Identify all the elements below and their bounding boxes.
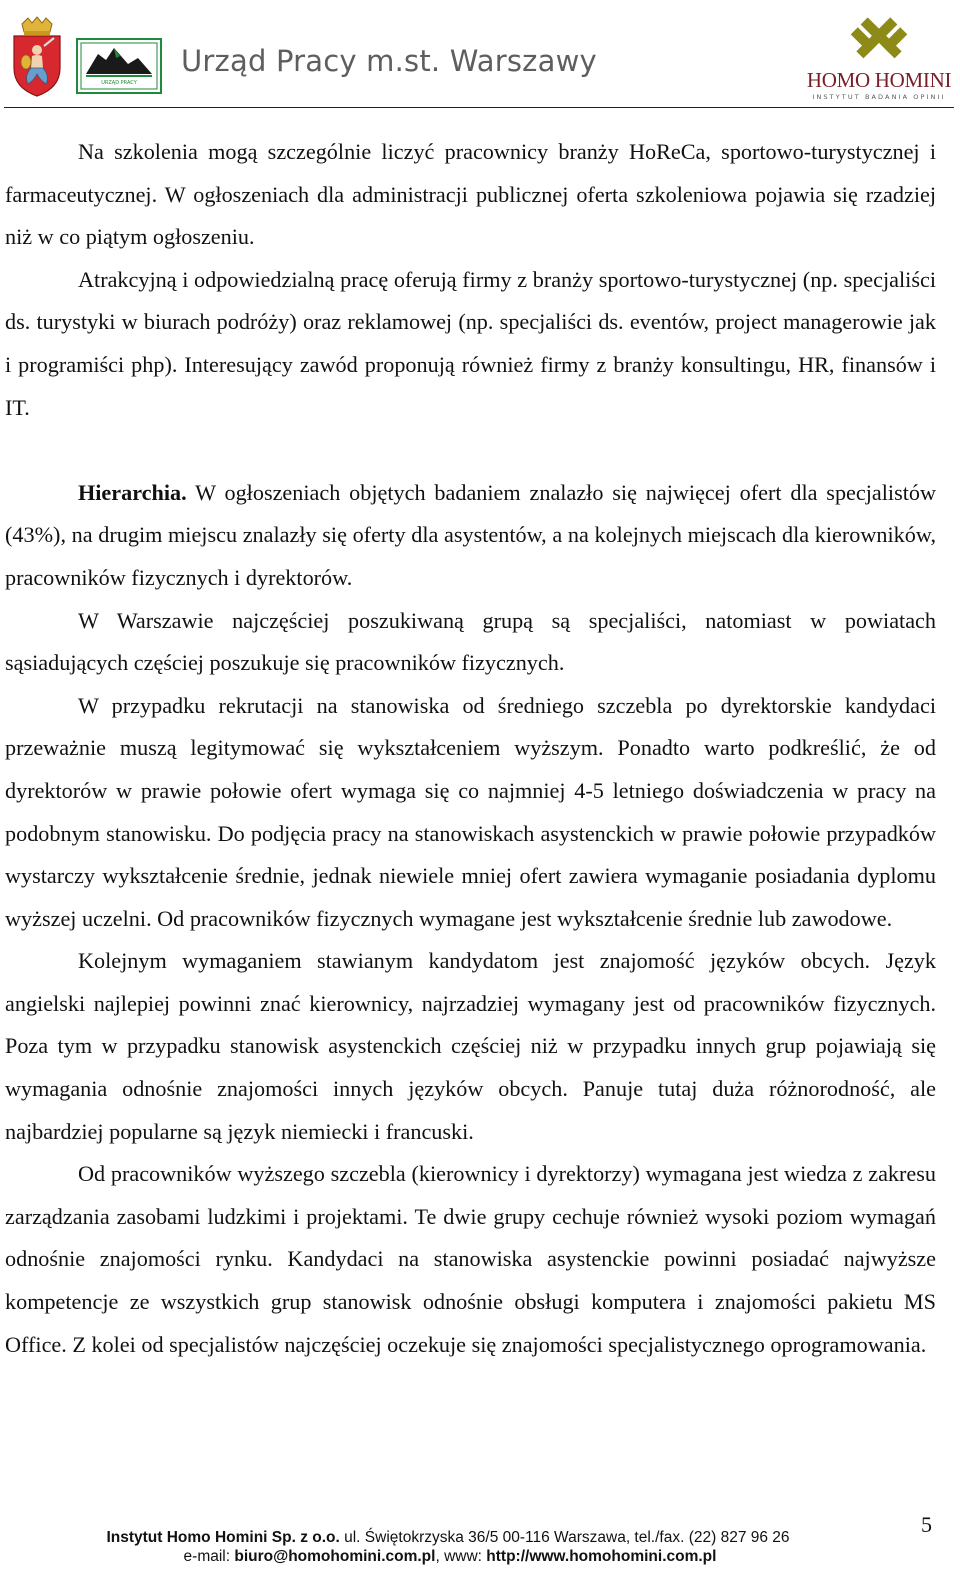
urzad-pracy-logo-text: URZĄD PRACY <box>101 80 137 86</box>
page-footer <box>0 1528 900 1566</box>
page-number: 5 <box>921 1512 932 1537</box>
paragraph-attractive-work: Atrakcyjną i odpowiedzialną pracę oferują firmy z branży sportowo-turystycznej (np. specjaliści ds. turystyki w biurach podróży) oraz reklamowej (np. specjaliści ds. eventów, project managerowie jak i programiści php). Interesujący zawód proponują również firmy z branży konsultingu, HR, finansów i IT. <box>5 266 936 420</box>
hierarchy-heading: Hierarchia. <box>78 479 187 505</box>
footer-www-link[interactable]: http://www.homohomini.com.pl <box>486 1548 717 1565</box>
footer-email-label: e-mail: <box>183 1548 235 1565</box>
footer-www-label: , www: <box>435 1548 487 1565</box>
header-title: Urząd Pracy m.st. Warszawy <box>181 44 597 78</box>
paragraph-languages: Kolejnym wymaganiem stawianym kandydatom jest znajomość języków obcych. Język angielski najlepiej powinni znać kierownicy, najrzadziej wymagany jest od pracowników fizycznych. Poza tym w przypadku stanowisk asystenckich częściej niż w przypadku innych grup pojawiają się wymagania odnośnie znajomości innych języków obcych. Panuje tutaj duża różnorodność, ale najbardziej popularne są język niemiecki i francuski. <box>5 948 936 1144</box>
footer-address-line <box>0 1528 900 1547</box>
paragraph-hierarchy <box>5 472 936 600</box>
header-divider <box>4 107 954 108</box>
hierarchy-text: W ogłoszeniach objętych badaniem znalazło się najwięcej ofert dla specjalistów (43%), na drugim miejscu znalazły się oferty dla asystentów, a na kolejnych miejscach dla kierowników, pracowników fizycznych i dyrektorów. <box>5 479 936 590</box>
footer-company: Instytut Homo Homini Sp. z o.o. <box>106 1529 340 1546</box>
homo-homini-name: HOMO HOMINI <box>806 68 952 92</box>
paragraph-competencies: Od pracowników wyższego szczebla (kierownicy i dyrektorzy) wymagana jest wiedza z zakresu zarządzania zasobami ludzkimi i projektami. Te dwie grupy cechuje również wysoki poziom wymagań odnośnie znajomości rynku. Kandydaci na stanowiska asystenckie powinni posiadać najwyższe kompetencje ze wszystkich grup stanowisk odnośnie obsługi komputera i znajomości pakietu MS Office. Z kolei od specjalistów najczęściej oczekuje się znajomości specjalistycznego oprogramowania. <box>5 1161 936 1357</box>
page-header <box>0 0 960 110</box>
paragraph-education: W przypadku rekrutacji na stanowiska od średniego szczebla po dyrektorskie kandydaci przeważnie muszą legitymować się wykształceniem wyższym. Ponadto warto podkreślić, że od dyrektorów w prawie połowie ofert wymaga się co najmniej 4-5 letniego doświadczenia w pracy na podobnym stanowisku. Do podjęcia pracy na stanowiskach asystenckich w prawie połowie przypadków wystarczy wykształcenie średnie, jednak niewiele mniej ofert zawiera wymaganie posiadania dyplomu wyższej uczelni. Od pracowników fizycznych wymagane jest wykształcenie średnie lub zawodowe. <box>5 692 936 931</box>
homo-homini-subtitle: INSTYTUT BADANIA OPINII <box>812 93 946 101</box>
footer-email-link[interactable]: biuro@homohomini.com.pl <box>234 1548 436 1565</box>
paragraph-training: Na szkolenia mogą szczególnie liczyć pracownicy branży HoReCa, sportowo-turystycznej i farmaceutycznej. W ogłoszeniach dla administracji publicznej oferta szkoleniowa pojawia się rzadziej niż w co piątym ogłoszeniu. <box>5 139 936 250</box>
paragraph-warsaw: W Warszawie najczęściej poszukiwaną grupą są specjaliści, natomiast w powiatach sąsiadujących częściej poszukuje się pracowników fizycznych. <box>5 607 936 676</box>
document-body <box>5 131 936 1366</box>
footer-address: ul. Świętokrzyska 36/5 00-116 Warszawa, tel./fax. (22) 827 96 26 <box>339 1529 790 1546</box>
footer-contact-line <box>0 1547 900 1566</box>
warsaw-crest-icon <box>10 16 64 98</box>
